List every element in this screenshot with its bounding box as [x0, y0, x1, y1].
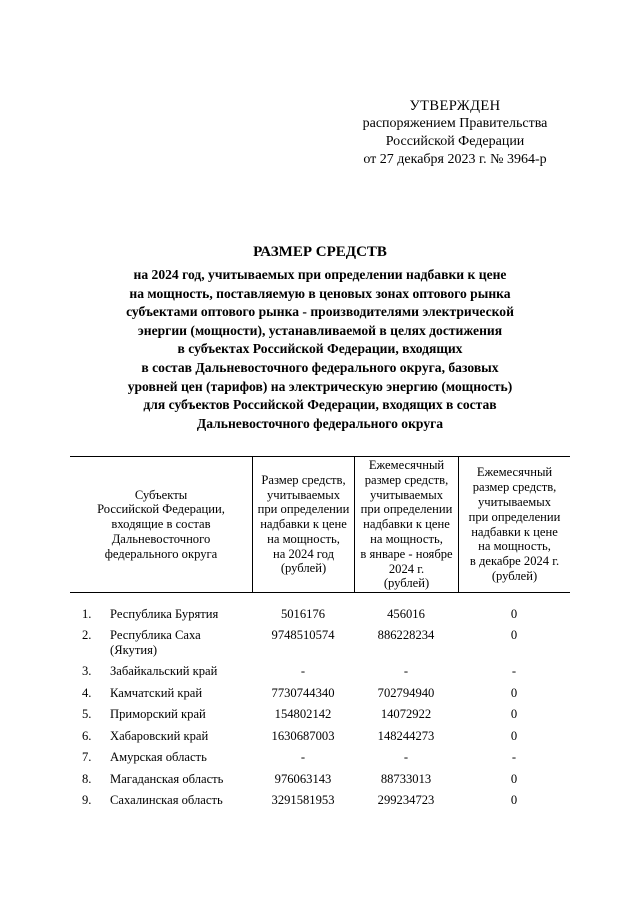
subject-text: Забайкальский край	[110, 664, 218, 678]
row-monthly: -	[403, 750, 409, 764]
subtitle-line: субъектами оптового рынка - производителями электрической	[126, 304, 514, 320]
row-number: 5.	[82, 707, 92, 721]
table-row	[70, 750, 570, 772]
table-header	[70, 456, 570, 593]
header-text: на 2024 год	[272, 546, 334, 561]
row-monthly: 88733013	[380, 772, 432, 786]
row-number: 6.	[82, 729, 92, 743]
header-text: на мощность,	[370, 531, 443, 546]
table-row	[70, 607, 570, 628]
header-text: при определении	[360, 502, 453, 517]
header-text: при определении	[468, 509, 561, 524]
header-text: учитываемых	[369, 487, 443, 502]
header-monthly	[354, 457, 458, 592]
row-number: 8.	[82, 772, 92, 786]
header-text: Российской Федерации,	[97, 502, 225, 517]
row-annual: 976063143	[274, 772, 332, 786]
header-text: 2024 г.	[388, 561, 425, 576]
header-text: размер средств,	[472, 480, 557, 495]
funds-table	[70, 456, 570, 814]
header-text: (рублей)	[491, 568, 538, 583]
header-text: входящие в состав	[111, 517, 211, 532]
table-row	[70, 664, 570, 686]
document-title: РАЗМЕР СРЕДСТВ	[253, 244, 387, 260]
subject-text: Республика Бурятия	[110, 607, 219, 621]
row-december: 0	[510, 628, 518, 642]
subject-text: Камчатский край	[110, 686, 203, 700]
table-row	[70, 772, 570, 793]
row-number: 7.	[82, 750, 92, 764]
row-december: 0	[510, 707, 518, 721]
header-subjects	[70, 457, 252, 592]
subtitle-line: энергии (мощности), устанавливаемой в целях достижения	[137, 322, 503, 338]
header-text: Субъекты	[134, 487, 188, 502]
table-row	[70, 628, 570, 664]
header-text: Размер средств,	[261, 472, 346, 487]
row-annual: -	[300, 750, 306, 764]
row-annual: 5016176	[280, 607, 326, 621]
row-annual: 1630687003	[271, 729, 335, 743]
row-december: -	[511, 750, 517, 764]
row-subject	[110, 686, 252, 707]
header-text: (рублей)	[280, 561, 327, 576]
table-row	[70, 729, 570, 750]
header-text: федерального округа	[104, 546, 218, 561]
header-text: учитываемых	[477, 494, 552, 509]
subtitle-line: для субъектов Российской Федерации, входящих в состав	[143, 397, 497, 413]
row-annual: 154802142	[274, 707, 332, 721]
document-subtitle	[60, 266, 580, 433]
row-monthly: -	[403, 664, 409, 678]
row-december: 0	[510, 607, 518, 621]
header-text: размер средств,	[364, 472, 449, 487]
table-row	[70, 686, 570, 707]
header-text: надбавки к цене	[471, 524, 558, 539]
row-number: 4.	[82, 686, 92, 700]
row-monthly: 456016	[387, 607, 425, 621]
subtitle-line: на мощность, поставляемую в ценовых зонах оптового рынка	[129, 285, 511, 301]
row-monthly: 299234723	[377, 793, 435, 807]
row-annual: 3291581953	[271, 793, 335, 807]
row-monthly: 702794940	[377, 686, 435, 700]
row-december: 0	[510, 729, 518, 743]
subject-text: Хабаровский край	[110, 729, 209, 743]
row-annual: -	[300, 664, 306, 678]
approval-stamp: УТВЕРЖДЕН	[409, 98, 501, 114]
header-text: Ежемесячный	[368, 457, 445, 472]
row-number: 1.	[82, 607, 92, 621]
header-text: (рублей)	[383, 576, 430, 591]
header-text: надбавки к цене	[363, 517, 450, 532]
approval-line: распоряжением Правительства	[362, 116, 548, 131]
row-monthly: 148244273	[377, 729, 435, 743]
row-annual: 7730744340	[271, 686, 335, 700]
header-text: надбавки к цене	[260, 517, 347, 532]
subtitle-line: уровней цен (тарифов) на электрическую энергию (мощность)	[127, 378, 513, 394]
row-subject	[110, 707, 252, 729]
header-text: в январе - ноябре	[360, 546, 453, 561]
header-text: Дальневосточного	[111, 531, 211, 546]
header-text: учитываемых	[266, 487, 341, 502]
table-row	[70, 707, 570, 729]
row-december: 0	[510, 793, 518, 807]
approval-line: Российской Федерации	[385, 134, 525, 149]
subject-text: Амурская область	[110, 750, 207, 764]
row-monthly: 14072922	[380, 707, 432, 721]
row-subject	[110, 664, 252, 686]
row-subject	[110, 729, 252, 750]
header-text: при определении	[257, 502, 350, 517]
subtitle-line: в состав Дальневосточного федерального округа, базовых	[141, 359, 499, 375]
approval-block	[330, 97, 580, 169]
header-december	[458, 457, 570, 592]
row-december: -	[511, 664, 517, 678]
row-subject	[110, 750, 252, 772]
row-number: 9.	[82, 793, 92, 807]
subject-text: Магаданская область	[110, 772, 224, 786]
approval-line: от 27 декабря 2023 г. № 3964-р	[363, 152, 547, 167]
row-number: 2.	[82, 628, 92, 642]
subtitle-line: на 2024 год, учитываемых при определении надбавки к цене	[133, 267, 507, 282]
subtitle-line: Дальневосточного федерального округа	[196, 415, 444, 431]
header-text: Ежемесячный	[476, 465, 553, 480]
row-december: 0	[510, 772, 518, 786]
row-number: 3.	[82, 664, 92, 678]
row-subject	[110, 607, 252, 628]
header-annual	[252, 457, 354, 592]
row-annual: 9748510574	[271, 628, 335, 642]
table-row	[70, 793, 570, 814]
row-subject	[110, 793, 252, 814]
row-subject	[110, 772, 252, 793]
row-monthly: 886228234	[377, 628, 435, 642]
header-text: на мощность,	[478, 539, 551, 554]
subject-text: Сахалинская область	[110, 793, 223, 807]
subject-text: Республика Саха	[110, 628, 201, 642]
table-body	[70, 593, 570, 814]
row-subject	[110, 628, 252, 664]
header-text: в декабре 2024 г.	[469, 554, 560, 569]
row-december: 0	[510, 686, 518, 700]
subject-text: (Якутия)	[110, 643, 158, 657]
subject-text: Приморский край	[110, 707, 206, 721]
subtitle-line: в субъектах Российской Федерации, входящих	[177, 341, 463, 357]
header-text: на мощность,	[267, 531, 340, 546]
